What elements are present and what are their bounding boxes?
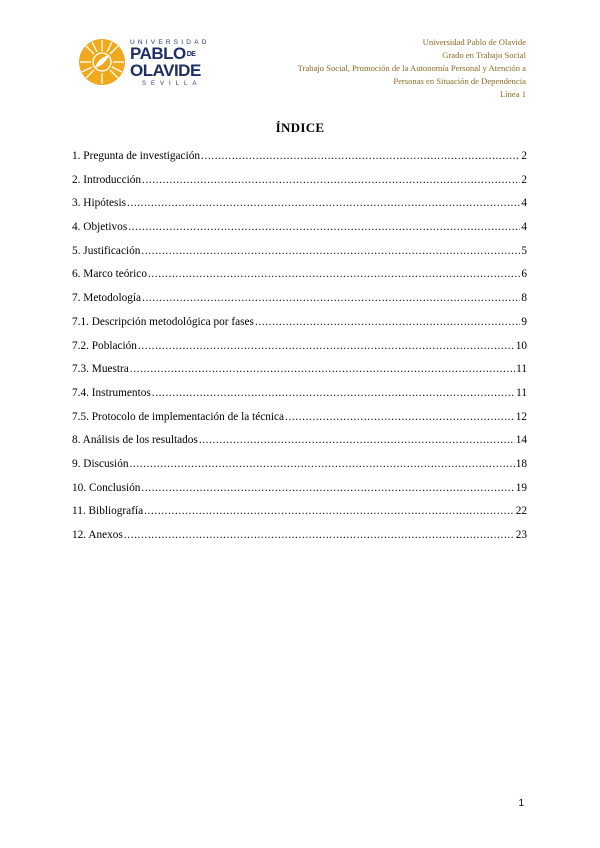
document-header: [298, 36, 526, 101]
toc-leader: [148, 268, 520, 280]
toc-leader: [128, 221, 520, 233]
toc-label: 7.3. Muestra: [72, 363, 129, 376]
toc-label: 4. Objetivos: [72, 221, 128, 234]
toc-entry[interactable]: [72, 505, 527, 529]
toc-page: 23: [515, 529, 527, 541]
toc-entry[interactable]: [72, 221, 527, 245]
toc-label: 3. Hipótesis: [72, 197, 126, 210]
toc-label: 7.2. Población: [72, 339, 137, 352]
header-university: Universidad Pablo de Olavide: [422, 37, 526, 47]
toc-page: 11: [516, 386, 527, 399]
toc-leader: [199, 434, 515, 446]
toc-page: 8: [521, 292, 527, 305]
toc-label: 6. Marco teórico: [72, 268, 147, 281]
toc-leader: [127, 197, 520, 209]
toc-entry[interactable]: [72, 434, 527, 458]
header-course-line2: Personas en Situación de Dependencia: [393, 76, 526, 86]
header-course-line1: Trabajo Social, Promoción de la Autonomía Personal y Atención a: [297, 63, 526, 73]
toc-leader: [141, 245, 520, 257]
toc-leader: [255, 316, 520, 328]
toc-label: 5. Justificación: [72, 244, 141, 257]
toc-label: 8. Análisis de los resultados: [72, 434, 198, 447]
toc-entry[interactable]: [72, 387, 527, 411]
toc-leader: [130, 458, 515, 470]
toc-label: 9. Discusión: [72, 457, 129, 470]
toc-label: 7. Metodología: [72, 292, 142, 305]
toc-page: 9: [521, 315, 527, 328]
toc-page: 18: [515, 457, 527, 470]
toc-leader: [285, 411, 515, 423]
toc-page: 4: [521, 197, 527, 210]
sun-emblem-icon: [78, 38, 126, 86]
toc-label: 7.1. Descripción metodológica por fases: [72, 315, 254, 328]
toc-label: 2. Introducción: [72, 173, 142, 186]
toc-entry[interactable]: [72, 197, 527, 221]
toc-entry[interactable]: [72, 411, 527, 435]
toc-label: 7.4. Instrumentos: [72, 386, 151, 399]
university-logo: [78, 38, 208, 90]
toc-leader: [124, 529, 515, 541]
toc-leader: [142, 292, 520, 304]
toc-page: 2: [521, 173, 527, 186]
toc-page: 6: [521, 268, 527, 281]
toc-entry[interactable]: [72, 174, 527, 198]
logo-line1: PABLO: [130, 44, 186, 63]
toc-leader: [144, 505, 515, 517]
toc-leader: [152, 387, 515, 399]
toc-leader: [138, 340, 515, 352]
toc-label: 12. Anexos: [72, 529, 123, 541]
toc-leader: [130, 363, 515, 375]
toc-entry[interactable]: [72, 529, 527, 553]
table-of-contents: [72, 150, 527, 553]
toc-entry[interactable]: [72, 150, 527, 174]
logo-line2: OLAVIDE: [130, 60, 201, 80]
toc-entry[interactable]: [72, 363, 527, 387]
header-line: Línea 1: [499, 89, 526, 99]
toc-page: 4: [521, 221, 527, 234]
toc-entry[interactable]: [72, 292, 527, 316]
page-number: 1: [518, 798, 524, 809]
toc-leader: [142, 174, 520, 186]
toc-page: 10: [515, 339, 527, 352]
toc-entry[interactable]: [72, 482, 527, 506]
toc-label: 10. Conclusión: [72, 481, 141, 494]
toc-label: 7.5. Protocolo de implementación de la técnica: [72, 410, 285, 423]
toc-page: 11: [516, 363, 527, 376]
logo-connector: DE: [186, 50, 196, 58]
toc-page: 19: [515, 481, 527, 494]
toc-leader: [201, 150, 520, 162]
toc-leader: [141, 482, 514, 494]
toc-page: 22: [515, 505, 527, 518]
toc-page: 14: [515, 434, 527, 447]
toc-entry[interactable]: [72, 245, 527, 269]
toc-page: 2: [521, 150, 527, 162]
logo-top-text: UNIVERSIDAD: [130, 39, 210, 46]
toc-entry[interactable]: [72, 316, 527, 340]
logo-bottom-text: SEVILLA: [142, 81, 202, 87]
toc-entry[interactable]: [72, 340, 527, 364]
logo-wordmark: [130, 46, 201, 79]
toc-page: 5: [521, 244, 527, 257]
toc-entry[interactable]: [72, 458, 527, 482]
toc-label: 1. Pregunta de investigación: [72, 150, 201, 162]
header-degree: Grado en Trabajo Social: [442, 50, 526, 60]
toc-label: 11. Bibliografía: [72, 505, 144, 518]
toc-entry[interactable]: [72, 268, 527, 292]
toc-page: 12: [515, 410, 527, 423]
page-title: ÍNDICE: [275, 120, 325, 135]
